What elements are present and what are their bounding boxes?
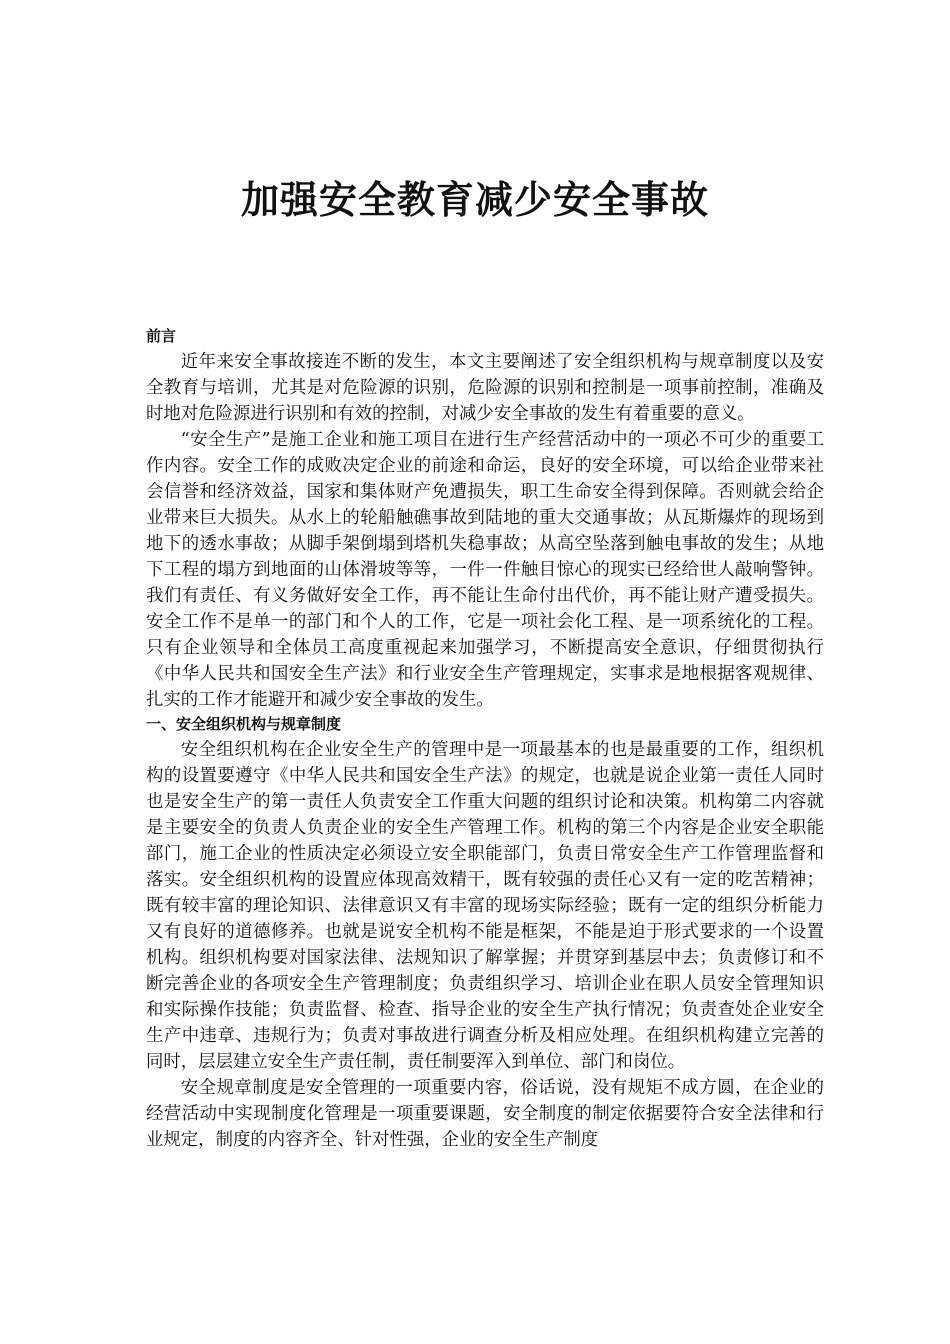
- section-1-paragraph-2: 安全规章制度是安全管理的一项重要内容，俗话说，没有规矩不成方圆，在企业的经营活动中实现制度化管理是一项重要课题，安全制度的制定依据要符合安全法律和行业规定，制度的内容齐全、针对性强，企业的安全生产制度: [146, 1078, 824, 1150]
- preface-paragraph-2: “安全生产”是施工企业和施工项目在进行生产经营活动中的一项必不可少的重要工作内容。安全工作的成败决定企业的前途和命运，良好的安全环境，可以给企业带来社会信誉和经济效益，国家和集体财产免遭损失，职工生命安全得到保障。否则就会给企业带来巨大损失。从水上的轮船触礁事故到陆地的重大交通事故；从瓦斯爆炸的现场到地下的透水事故；从脚手架倒塌到塔机失稳事故；从高空坠落到触电事故的发生；从地下工程的塌方到地面的山体滑坡等等，一件一件触目惊心的现实已经给世人敲响警钟。我们有责任、有义务做好安全工作，再不能让生命付出代价，再不能让财产遭受损失。安全工作不是单一的部门和个人的工作，它是一项社会化工程、是一项系统化的工程。只有企业领导和全体员工高度重视起来加强学习，不断提高安全意识，仔细贯彻执行《中华人民共和国安全生产法》和行业安全生产管理规定，实事求是地根据客观规律、扎实的工作才能避开和减少安全事故的发生。: [146, 430, 824, 710]
- document-title: 加强安全教育减少安全事故: [240, 178, 709, 222]
- section-heading-1: 一、安全组织机构与规章制度: [146, 715, 342, 733]
- document-body: [146, 325, 824, 1153]
- section-1-paragraph-1: 安全组织机构在企业安全生产的管理中是一项最基本的也是最重要的工作，组织机构的设置要遵守《中华人民共和国安全生产法》的规定，也就是说企业第一责任人同时也是安全生产的第一责任人负责安全工作重大问题的组织讨论和决策。机构第二内容就是主要安全的负责人负责企业的安全生产管理工作。机构的第三个内容是企业安全职能部门，施工企业的性质决定必须设立安全职能部门，负责日常安全生产工作管理监督和落实。安全组织机构的设置应体现高效精干，既有较强的责任心又有一定的吃苦精神；既有较丰富的理论知识、法律意识又有丰富的现场实际经验；既有一定的组织分析能力又有良好的道德修养。也就是说安全机构不能是框架，不能是迫于形式要求的一个设置机构。组织机构要对国家法律、法规知识了解掌握；并贯穿到基层中去；负责修订和不断完善企业的各项安全生产管理制度；负责组织学习、培训企业在职人员安全管理知识和实际操作技能；负责监督、检查、指导企业的安全生产执行情况；负责查处企业安全生产中违章、违规行为；负责对事故进行调查分析及相应处理。在组织机构建立完善的同时，层层建立安全生产责任制，责任制要浑入到单位、部门和岗位。: [146, 740, 824, 1072]
- preface-paragraph-1: 近年来安全事故接连不断的发生，本文主要阐述了安全组织机构与规章制度以及安全教育与培训，尤其是对危险源的识别，危险源的识别和控制是一项事前控制，准确及时地对危险源进行识别和有效的控制，对减少安全事故的发生有着重要的意义。: [146, 352, 824, 424]
- section-heading-preface: 前言: [146, 327, 177, 345]
